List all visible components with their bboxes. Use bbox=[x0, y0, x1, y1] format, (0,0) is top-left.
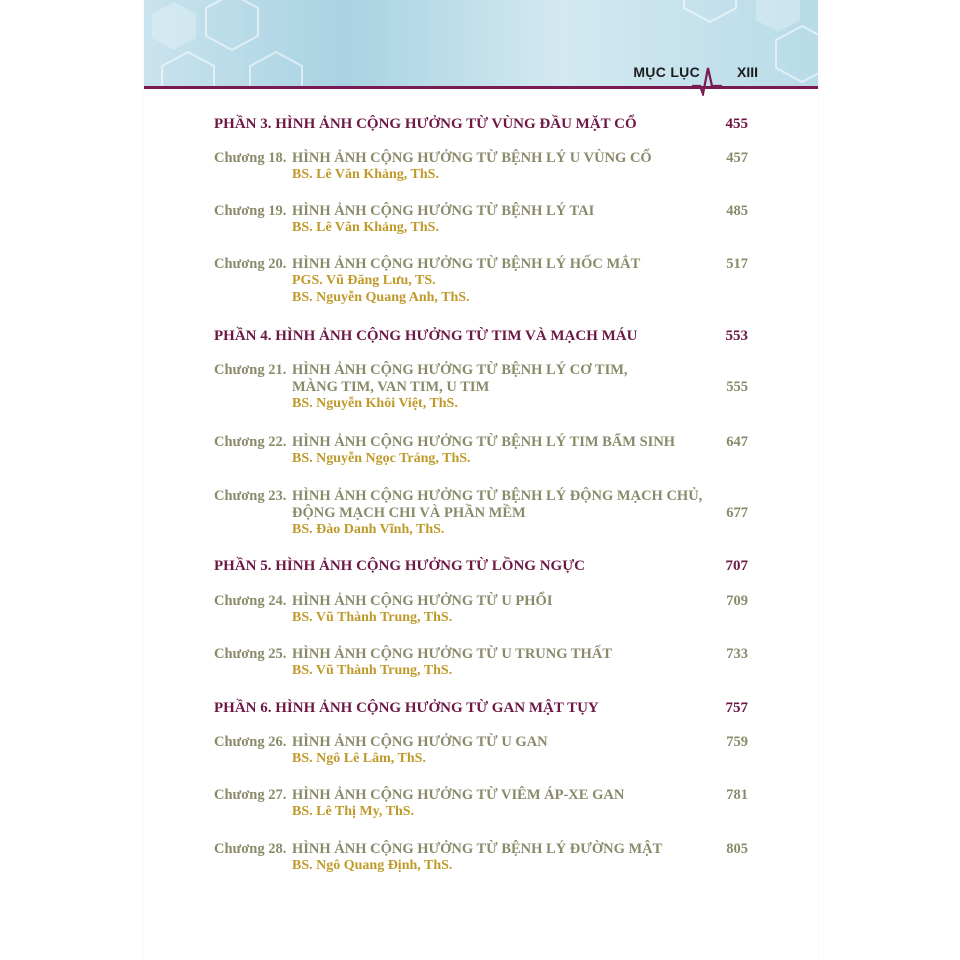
chapter-title: HÌNH ẢNH CỘNG HƯỞNG TỪ BỆNH LÝ HỐC MẮT bbox=[292, 256, 641, 272]
chapter-title: HÌNH ẢNH CỘNG HƯỞNG TỪ U TRUNG THẤT bbox=[292, 646, 612, 662]
book-page bbox=[144, 0, 818, 960]
chapter-page-number: 781 bbox=[726, 787, 748, 803]
table-of-contents bbox=[144, 0, 818, 960]
chapter-label: Chương 22. bbox=[214, 434, 287, 450]
toc-part-entry[interactable] bbox=[214, 700, 748, 717]
chapter-page-number: 485 bbox=[726, 203, 748, 219]
part-title: PHẦN 4. HÌNH ẢNH CỘNG HƯỞNG TỪ TIM VÀ MẠCH MÁU bbox=[214, 328, 638, 344]
chapter-label: Chương 28. bbox=[214, 841, 287, 857]
chapter-author: BS. Vũ Thành Trung, ThS. bbox=[292, 610, 453, 625]
chapter-title: HÌNH ẢNH CỘNG HƯỞNG TỪ BỆNH LÝ TIM BẨM SINH bbox=[292, 434, 676, 450]
part-page-number: 553 bbox=[725, 328, 748, 344]
chapter-author: PGS. Vũ Đăng Lưu, TS. bbox=[292, 273, 436, 288]
chapter-page-number: 759 bbox=[726, 734, 748, 750]
chapter-label: Chương 20. bbox=[214, 256, 287, 272]
chapter-label: Chương 23. bbox=[214, 488, 287, 504]
chapter-author: BS. Nguyễn Ngọc Tráng, ThS. bbox=[292, 451, 471, 466]
chapter-label: Chương 27. bbox=[214, 787, 287, 803]
chapter-page-number: 709 bbox=[726, 593, 748, 609]
chapter-title: HÌNH ẢNH CỘNG HƯỞNG TỪ BỆNH LÝ TAI bbox=[292, 203, 595, 219]
chapter-author: BS. Lê Văn Khảng, ThS. bbox=[292, 167, 439, 182]
chapter-label: Chương 18. bbox=[214, 150, 287, 166]
chapter-label: Chương 19. bbox=[214, 203, 287, 219]
chapter-title: HÌNH ẢNH CỘNG HƯỞNG TỪ BỆNH LÝ CƠ TIM, bbox=[292, 362, 628, 378]
chapter-page-number: 677 bbox=[726, 505, 748, 521]
chapter-title: HÌNH ẢNH CỘNG HƯỞNG TỪ BỆNH LÝ U VÙNG CỔ bbox=[292, 150, 652, 166]
part-title: PHẦN 5. HÌNH ẢNH CỘNG HƯỞNG TỪ LỒNG NGỰC bbox=[214, 558, 585, 574]
chapter-page-number: 555 bbox=[726, 379, 748, 395]
chapter-author: BS. Nguyễn Quang Anh, ThS. bbox=[292, 290, 470, 305]
chapter-author: BS. Ngô Quang Định, ThS. bbox=[292, 858, 453, 873]
chapter-page-number: 805 bbox=[726, 841, 748, 857]
chapter-page-number: 647 bbox=[726, 434, 748, 450]
page-number: XIII bbox=[736, 64, 758, 80]
chapter-title: MÀNG TIM, VAN TIM, U TIM bbox=[292, 379, 490, 395]
chapter-title: HÌNH ẢNH CỘNG HƯỞNG TỪ VIÊM ÁP-XE GAN bbox=[292, 787, 625, 803]
chapter-title: ĐỘNG MẠCH CHI VÀ PHẦN MỀM bbox=[292, 505, 526, 521]
chapter-author: BS. Lê Văn Khảng, ThS. bbox=[292, 220, 439, 235]
chapter-author: BS. Vũ Thành Trung, ThS. bbox=[292, 663, 453, 678]
part-title: PHẦN 3. HÌNH ẢNH CỘNG HƯỞNG TỪ VÙNG ĐẦU MẶT CỔ bbox=[214, 116, 637, 132]
chapter-page-number: 457 bbox=[726, 150, 748, 166]
toc-part-entry[interactable] bbox=[214, 558, 748, 575]
chapter-label: Chương 24. bbox=[214, 593, 287, 609]
part-title: PHẦN 6. HÌNH ẢNH CỘNG HƯỞNG TỪ GAN MẬT TỤY bbox=[214, 700, 599, 716]
chapter-label: Chương 21. bbox=[214, 362, 287, 378]
chapter-title: HÌNH ẢNH CỘNG HƯỞNG TỪ BỆNH LÝ ĐỘNG MẠCH CHỦ, bbox=[292, 488, 703, 504]
chapter-label: Chương 26. bbox=[214, 734, 287, 750]
chapter-label: Chương 25. bbox=[214, 646, 287, 662]
chapter-title: HÌNH ẢNH CỘNG HƯỞNG TỪ U PHỔI bbox=[292, 593, 553, 609]
part-page-number: 757 bbox=[725, 700, 748, 716]
chapter-title: HÌNH ẢNH CỘNG HƯỞNG TỪ BỆNH LÝ ĐƯỜNG MẬT bbox=[292, 841, 663, 857]
chapter-page-number: 517 bbox=[726, 256, 748, 272]
toc-part-entry[interactable] bbox=[214, 328, 748, 345]
chapter-author: BS. Nguyễn Khôi Việt, ThS. bbox=[292, 396, 458, 411]
chapter-page-number: 733 bbox=[726, 646, 748, 662]
chapter-title: HÌNH ẢNH CỘNG HƯỞNG TỪ U GAN bbox=[292, 734, 548, 750]
part-page-number: 707 bbox=[725, 558, 748, 574]
chapter-author: BS. Lê Thị My, ThS. bbox=[292, 804, 415, 819]
chapter-author: BS. Đào Danh Vĩnh, ThS. bbox=[292, 522, 445, 537]
toc-part-entry[interactable] bbox=[214, 116, 748, 133]
chapter-author: BS. Ngô Lê Lâm, ThS. bbox=[292, 751, 426, 766]
section-label: MỤC LỤC bbox=[633, 64, 700, 80]
part-page-number: 455 bbox=[725, 116, 748, 132]
